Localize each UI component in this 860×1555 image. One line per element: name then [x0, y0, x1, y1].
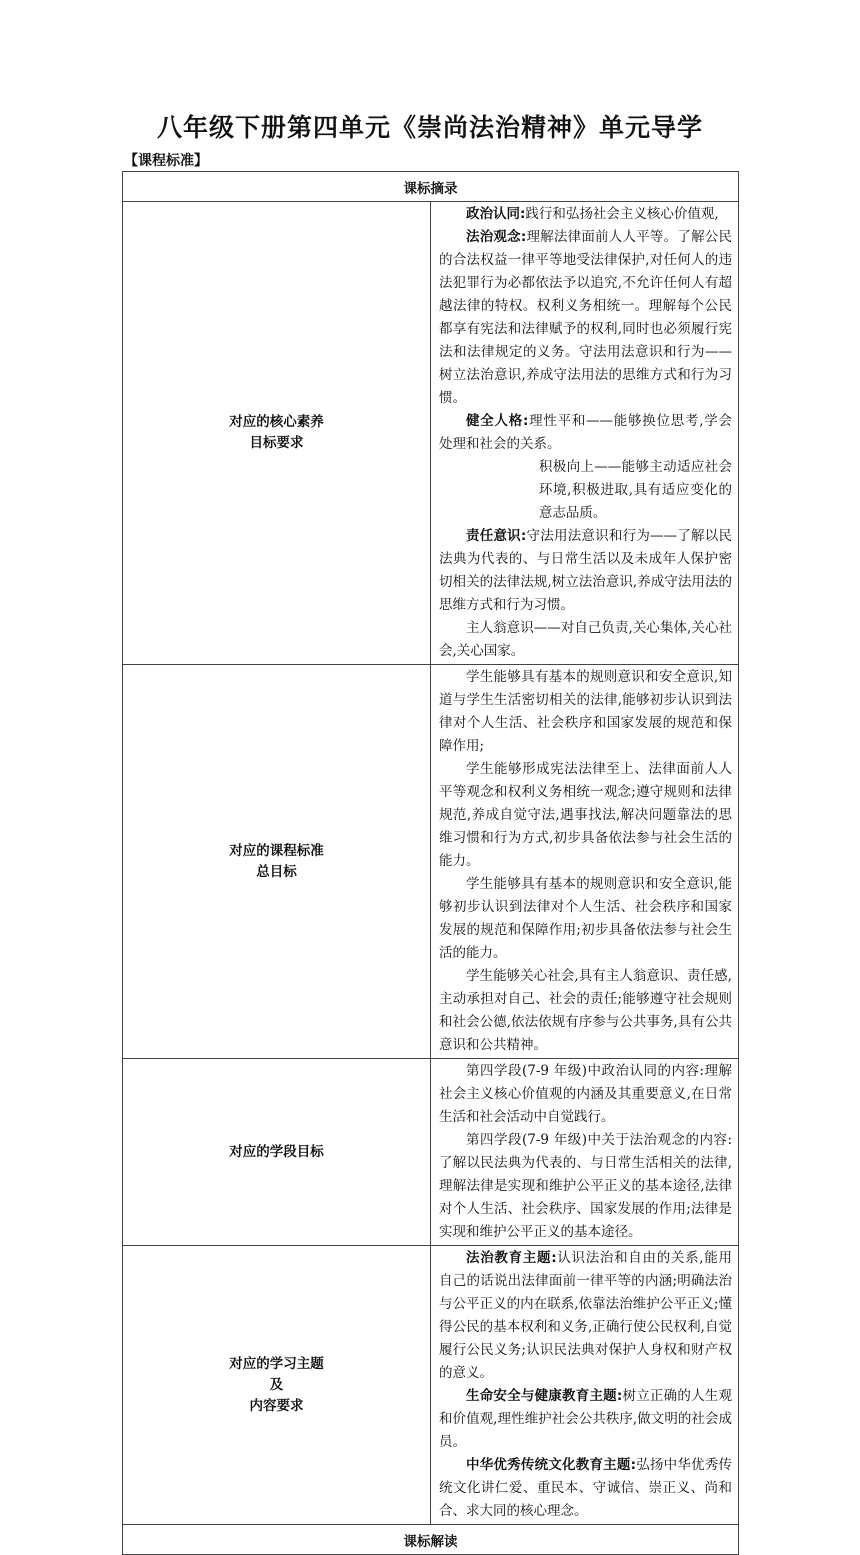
row-label-learning-theme	[123, 1246, 431, 1525]
paragraph	[439, 226, 732, 410]
paragraph: 学生能够关心社会,具有主人翁意识、责任感,主动承担对自己、社会的责任;能够遵守社会规则和社会公德,依法依规有序参与公共事务,具有公共意识和公共精神。	[439, 968, 732, 1053]
paragraph	[439, 203, 732, 226]
paragraph-heading: 中华优秀传统文化教育主题:	[466, 1457, 636, 1473]
table-row	[123, 1059, 739, 1246]
paragraph-text: 守法用法意识和行为——了解以民法典为代表的、与日常生活以及未成年人保护密切相关的法律法规,树立法治意识,养成守法用法的思维方式和行为习惯。	[439, 528, 732, 613]
row-label-line: 对应的学习主题	[229, 1355, 324, 1372]
table-header: 课标摘录	[123, 172, 739, 202]
row-label-line: 内容要求	[249, 1397, 304, 1414]
paragraph-text: 弘扬中华优秀传统文化讲仁爱、重民本、守诚信、崇正义、尚和合、求大同的核心理念。	[439, 1457, 732, 1519]
paragraph	[439, 525, 732, 617]
paragraph: 第四学段(7-9 年级)中关于法治观念的内容:了解以民法典为代表的、与日常生活相关的法律,理解法律是实现和维护公平正义的基本途径,法律对个人生活、社会秩序、国家发展的作用;法律是实现和维护公平正义的基本途径。	[439, 1132, 732, 1240]
page-title: 八年级下册第四单元《崇尚法治精神》单元导学	[156, 113, 703, 142]
paragraph-heading: 政治认同:	[466, 206, 526, 222]
row-label-line: 对应的课程标准	[229, 842, 324, 859]
paragraph: 第四学段(7-9 年级)中政治认同的内容:理解社会主义核心价值观的内涵及其重要意义,在日常生活和社会活动中自觉践行。	[439, 1063, 732, 1125]
paragraph-text: 认识法治和自由的关系,能用自己的话说出法律面前一律平等的内涵;明确法治与公平正义的内在联系,依靠法治维护公平正义;懂得公民的基本权利和义务,正确行使公民权利,自觉履行公民义务;认识民法典对保护人身权和财产权的意义。	[439, 1250, 732, 1381]
paragraph	[439, 456, 732, 525]
paragraph-text: 理性平和——能够换位思考,学会处理和社会的关系。	[439, 413, 732, 452]
section-label: 【课程标准】	[124, 153, 208, 169]
row-content-stage-goal	[431, 1059, 739, 1246]
table-row	[123, 202, 739, 665]
paragraph-text: 积极向上——能够主动适应社会环境,积极进取,具有适应变化的意志品质。	[538, 459, 732, 521]
paragraph-heading: 健全人格:	[466, 413, 529, 429]
row-label-line: 对应的核心素养	[229, 414, 324, 430]
paragraph-heading: 法治教育主题:	[466, 1250, 557, 1266]
row-label-curriculum-goal	[123, 665, 431, 1059]
table-header-row	[123, 172, 739, 202]
row-label-line: 总目标	[256, 863, 297, 880]
paragraph	[439, 1454, 732, 1523]
row-content-curriculum-goal	[431, 665, 739, 1059]
row-label-line: 对应的学段目标	[229, 1143, 324, 1160]
paragraph-heading: 生命安全与健康教育主题:	[466, 1388, 623, 1404]
paragraph	[439, 1385, 732, 1454]
table-row	[123, 1246, 739, 1525]
row-label-line: 及	[269, 1376, 284, 1393]
paragraph-text: 树立正确的人生观和价值观,理性维护社会公共秩序,做文明的社会成员。	[439, 1388, 733, 1450]
row-label-stage-goal	[123, 1059, 431, 1246]
paragraph-heading: 法治观念:	[466, 229, 527, 245]
paragraph	[439, 1247, 732, 1385]
paragraph-heading: 责任意识:	[466, 528, 527, 544]
table-row	[123, 665, 739, 1059]
row-content-learning-theme	[431, 1246, 739, 1525]
paragraph-text: 理解法律面前人人平等。了解公民的合法权益一律平等地受法律保护,对任何人的违法犯罪行为必都依法予以追究,不允许任何人有超越法律的特权。权利义务相统一。理解每个公民都享有宪法和法律赋予的权利,同时也必须履行宪法和法律规定的义务。守法用法意识和行为——树立法治意识,养成守法用法的思维方式和行为习惯。	[439, 229, 732, 406]
paragraph: 学生能够形成宪法法律至上、法律面前人人平等观念和权利义务相统一观念;遵守规则和法律规范,养成自觉守法,遇事找法,解决问题靠法的思维习惯和行为方式,初步具备依法参与社会生活的能力。	[439, 761, 732, 869]
table-footer: 课标解读	[123, 1525, 739, 1555]
curriculum-table	[122, 171, 739, 1555]
row-label-line: 目标要求	[249, 435, 304, 451]
paragraph	[439, 410, 732, 456]
row-label-core-literacy	[123, 202, 431, 665]
row-content-core-literacy	[431, 202, 739, 665]
paragraph: 学生能够具有基本的规则意识和安全意识,能够初步认识到法律对个人生活、社会秩序和国家发展的规范和保障作用;初步具备依法参与社会生活的能力。	[439, 876, 732, 961]
paragraph-text: 践行和弘扬社会主义核心价值观,	[525, 206, 719, 222]
table-footer-row	[123, 1525, 739, 1555]
paragraph: 学生能够具有基本的规则意识和安全意识,知道与学生生活密切相关的法律,能够初步认识到法律对个人生活、社会秩序和国家发展的规范和保障作用;	[439, 669, 732, 754]
paragraph: 主人翁意识——对自己负责,关心集体,关心社会,关心国家。	[439, 620, 732, 659]
